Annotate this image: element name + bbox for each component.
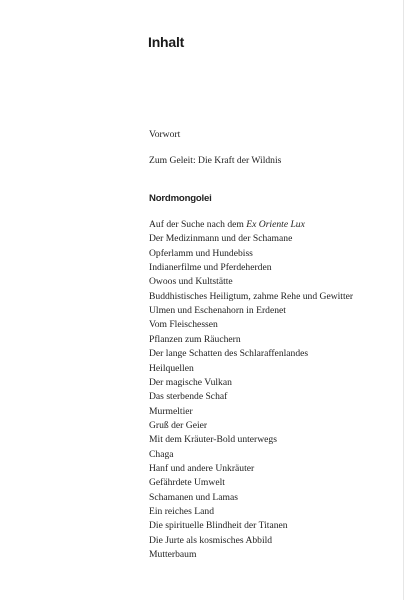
toc-entry-title xyxy=(149,548,196,562)
toc-entry-title xyxy=(149,519,288,533)
toc-entry-title xyxy=(149,390,227,404)
toc-entry-title xyxy=(149,318,218,332)
toc-entry-title-text: Owoos und Kultstätte xyxy=(149,276,233,287)
toc-entry-title-text: Opferlamm und Hundebiss xyxy=(149,248,253,259)
toc-entry-title-text: Ulmen und Eschenahorn in Erdenet xyxy=(149,305,286,316)
toc-entry-title-text: Zum Geleit: Die Kraft der Wildnis xyxy=(149,155,282,166)
toc-entry-title xyxy=(149,192,212,206)
toc-entry-title xyxy=(149,362,194,376)
toc-entry-title-text: Die Jurte als kosmisches Abbild xyxy=(149,535,273,546)
toc-entry-title xyxy=(149,154,281,168)
toc-entry-title xyxy=(149,534,272,548)
toc-entry-title-text: Gruß der Geier xyxy=(149,420,208,431)
toc-entry-title-italic: Ex Oriente Lux xyxy=(246,219,305,230)
toc-entry-title xyxy=(149,333,241,347)
toc-entry-title xyxy=(149,462,254,476)
toc-entry-title-text: Die spirituelle Blindheit der Titanen xyxy=(149,520,288,531)
toc-entry-title xyxy=(149,275,233,289)
toc-entry-title xyxy=(149,232,292,246)
toc-entry-title xyxy=(149,261,272,275)
toc-entry-title-text: Gefährdete Umwelt xyxy=(149,477,225,488)
toc-entry-title xyxy=(149,290,353,304)
toc-entry-title-text: Vom Fleischessen xyxy=(149,319,218,330)
toc-entry-title-text: Der magische Vulkan xyxy=(149,377,232,388)
toc-entry-title xyxy=(149,433,277,447)
toc-entry-title-text: Auf der Suche nach dem xyxy=(149,219,247,230)
toc-entry-title-text: Pflanzen zum Räuchern xyxy=(149,334,241,345)
toc-entry-title-text: Buddhistisches Heiligtum, zahme Rehe und Gewitter xyxy=(149,291,354,302)
toc-entry-title xyxy=(149,304,286,318)
toc-entry-title-text: Chaga xyxy=(149,449,174,460)
toc-entry-title-text: Der lange Schatten des Schlaraffenlandes xyxy=(149,348,309,359)
toc-entry-title-text: Ein reiches Land xyxy=(149,506,214,517)
toc-entry-title xyxy=(149,405,193,419)
toc-entry-title xyxy=(149,419,207,433)
toc-entry-title-text: Nordmongolei xyxy=(149,193,212,204)
toc-entry-title-text: Schamanen und Lamas xyxy=(149,492,238,503)
toc-entry-title xyxy=(149,491,238,505)
toc-entry-title-text: Murmeltier xyxy=(149,406,193,417)
toc-entry-title-text: Mit dem Kräuter-Bold unterwegs xyxy=(149,434,277,445)
toc-entry-title-text: Heilquellen xyxy=(149,363,194,374)
toc-entry-title xyxy=(149,128,180,142)
toc-entry-title-text: Hanf und andere Unkräuter xyxy=(149,463,255,474)
toc-entry-title-text: Mutterbaum xyxy=(149,549,197,560)
toc-entry-title xyxy=(149,476,225,490)
toc-entry-title-text: Indianerfilme und Pferdeherden xyxy=(149,262,272,273)
toc-entry-title-text: Der Medizinmann und der Schamane xyxy=(149,233,293,244)
toc-entry-title-text: Das sterbende Schaf xyxy=(149,391,228,402)
toc-heading: Inhalt xyxy=(148,34,185,50)
toc-entry-title xyxy=(149,247,253,261)
toc-entry-title xyxy=(149,505,214,519)
toc-entry-title xyxy=(149,376,232,390)
toc-entry-title xyxy=(149,347,308,361)
toc-entry-title xyxy=(149,218,305,232)
toc-entry-title xyxy=(149,448,174,462)
toc-entry-title-text: Vorwort xyxy=(149,129,181,140)
